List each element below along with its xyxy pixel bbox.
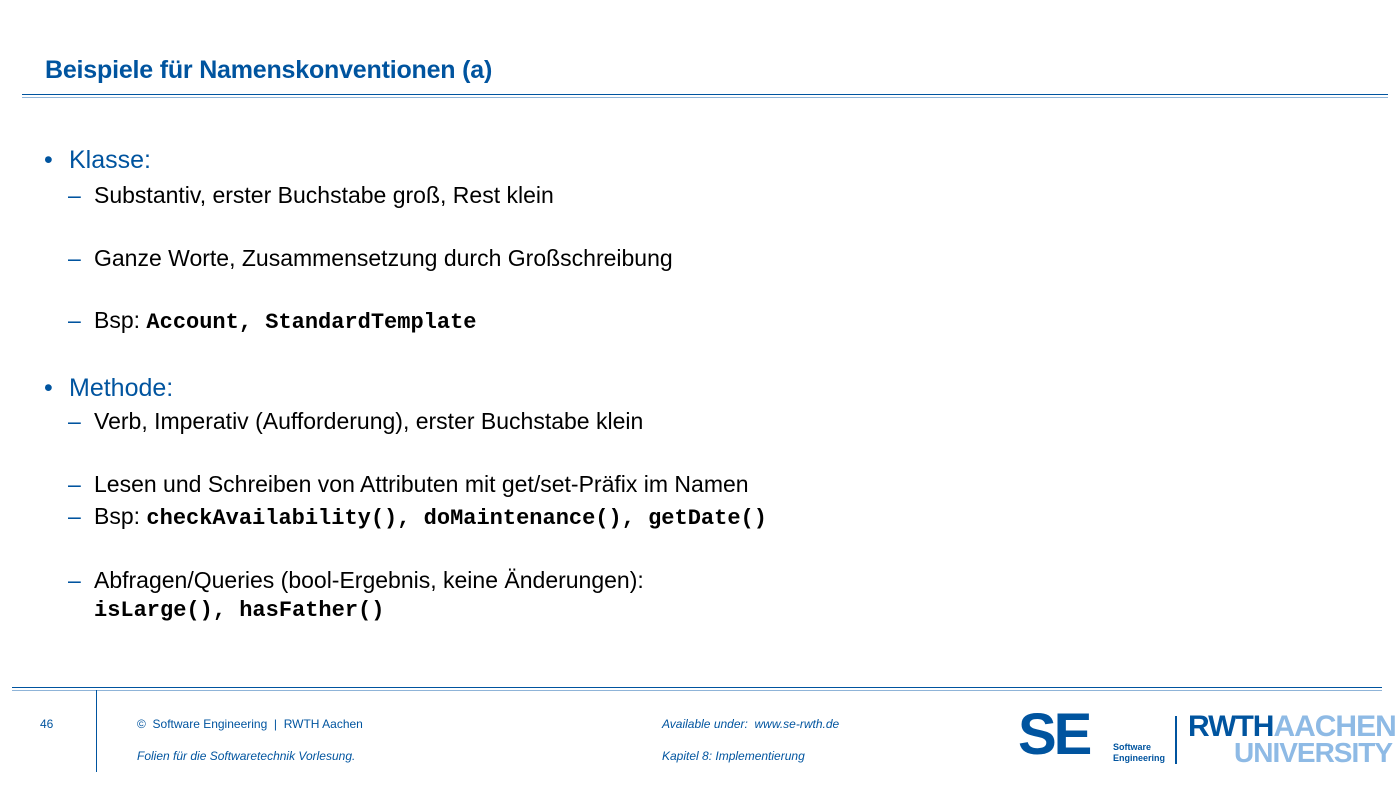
- footer-available: Available under: www.se-rwth.de: [662, 717, 840, 731]
- rwth-logo-bold: RWTH: [1188, 710, 1274, 743]
- code-example: isLarge(), hasFather(): [94, 598, 385, 623]
- sub-item: [68, 408, 643, 435]
- logo-separator: [1175, 716, 1177, 764]
- sub-item-text: Lesen und Schreiben von Attributen mit get/set-Präfix im Namen: [94, 471, 749, 497]
- sub-item: [68, 471, 749, 498]
- code-example: checkAvailability(), doMaintenance(), getDate(): [146, 506, 767, 531]
- se-logo: [1018, 702, 1168, 768]
- footer-divider: [12, 687, 1382, 688]
- se-logo-letters: SE: [1018, 702, 1090, 767]
- bullet-label: Methode:: [69, 374, 174, 402]
- dash: –: [68, 503, 81, 529]
- rwth-logo-university: UNIVERSITY: [1234, 737, 1393, 768]
- sub-item-text: Verb, Imperativ (Aufforderung), erster Buchstabe klein: [94, 408, 644, 434]
- bullet-dot: •: [44, 374, 53, 402]
- rwth-logo-light: AACHEN: [1273, 710, 1396, 743]
- footer-chapter: Kapitel 8: Implementierung: [662, 749, 805, 763]
- sub-item-text: Bsp:: [94, 307, 147, 333]
- bullet-klasse: [44, 146, 151, 175]
- bullet-dot: •: [44, 146, 53, 174]
- dash: –: [68, 567, 81, 593]
- bullet-methode: [44, 374, 173, 403]
- code-example: Account, StandardTemplate: [146, 310, 477, 335]
- sub-item: [68, 245, 673, 272]
- sub-item-text: Bsp:: [94, 503, 147, 529]
- se-logo-line1: Software: [1113, 742, 1152, 752]
- sub-item: [68, 307, 476, 335]
- bullet-label: Klasse:: [69, 146, 151, 174]
- dash: –: [68, 471, 81, 497]
- sub-item-text: Ganze Worte, Zusammensetzung durch Großschreibung: [94, 245, 673, 271]
- dash: –: [68, 245, 81, 271]
- se-logo-text: [1113, 742, 1165, 764]
- dash: –: [68, 182, 81, 208]
- footer-vertical-divider: [96, 690, 97, 772]
- page-number: 46: [40, 717, 54, 731]
- footer-divider-light: [12, 690, 1382, 691]
- sub-item-text: Substantiv, erster Buchstabe groß, Rest klein: [94, 182, 554, 208]
- rwth-logo: [1188, 710, 1396, 768]
- page-title: Beispiele für Namenskonventionen (a): [45, 56, 493, 84]
- sub-item: [68, 503, 767, 531]
- title-divider-light: [22, 97, 1388, 98]
- dash: –: [68, 408, 81, 434]
- footer-course: Folien für die Softwaretechnik Vorlesung.: [137, 749, 356, 763]
- title-divider: [22, 94, 1388, 95]
- se-logo-line2: Engineering: [1113, 753, 1166, 763]
- sub-item: [68, 567, 644, 594]
- sub-item: [68, 182, 554, 209]
- footer-copyright: © Software Engineering | RWTH Aachen: [137, 717, 363, 731]
- dash: –: [68, 307, 81, 333]
- sub-item-text: Abfragen/Queries (bool-Ergebnis, keine Änderungen):: [94, 567, 644, 593]
